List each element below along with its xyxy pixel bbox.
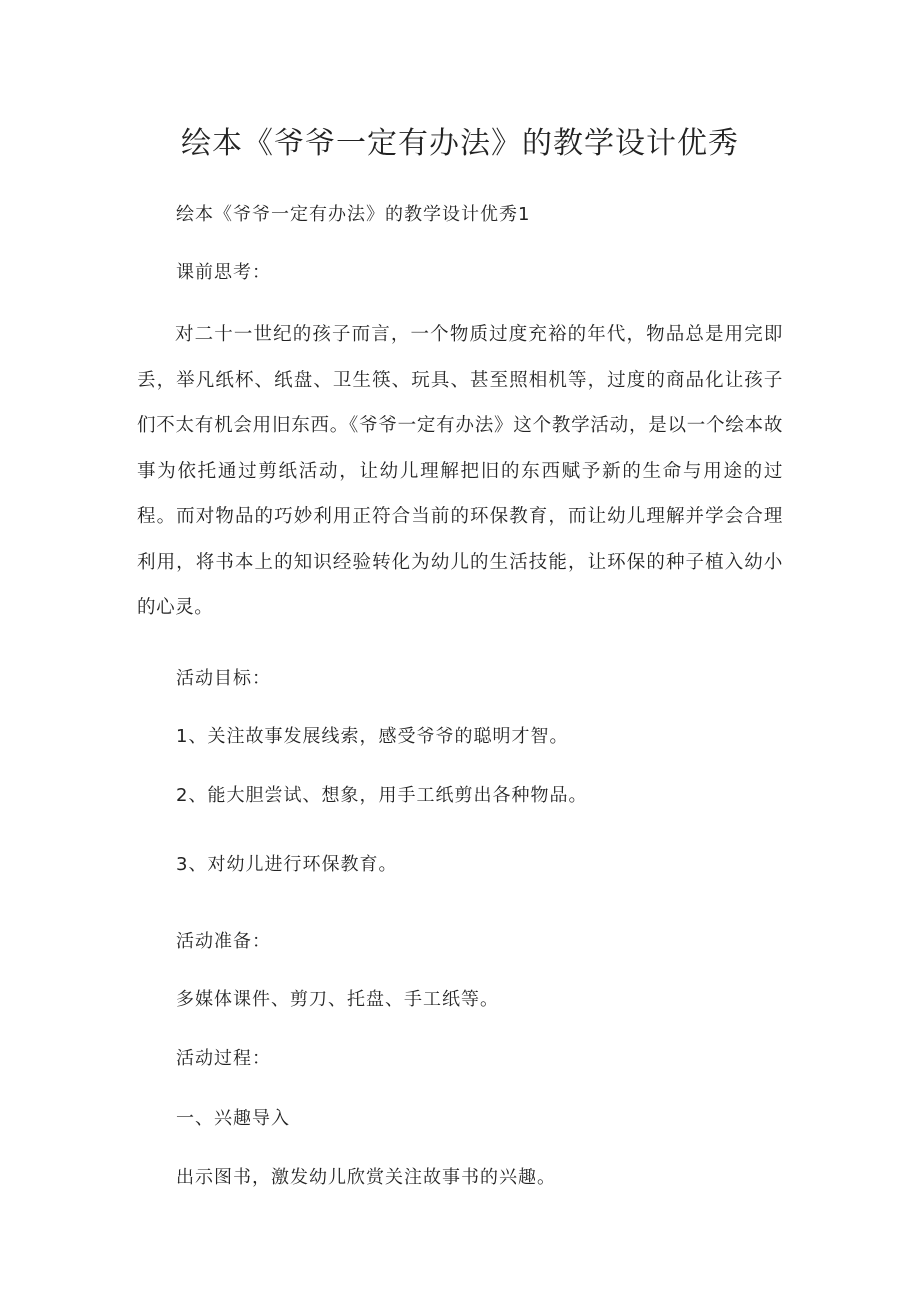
goal-item-3: 3、对幼儿进行环保教育。 [176,854,398,875]
section-heading-preparation: 活动准备： [176,931,271,952]
process-step-1-text: 出示图书，激发幼儿欣赏关注故事书的兴趣。 [176,1167,556,1188]
document-title: 绘本《爷爷一定有办法》的教学设计优秀 [181,126,739,161]
document-subtitle: 绘本《爷爷一定有办法》的教学设计优秀1 [176,204,531,225]
paragraph-pre-thinking: 对二十一世纪的孩子而言，一个物质过度充裕的年代，物品总是用完即丢，举凡纸杯、纸盘、卫生筷、玩具、甚至照相机等，过度的商品化让孩子们不太有机会用旧东西。《爷爷一定有办法》这个教学活动，是以一个绘本故事为依托通过剪纸活动，让幼儿理解把旧的东西赋予新的生命与用途的过程。而对物品的巧妙利用正符合当前的环保教育，而让幼儿理解并学会合理利用，将书本上的知识经验转化为幼儿的生活技能，让环保的种子植入幼小的心灵。 [137,324,783,618]
preparation-text: 多媒体课件、剪刀、托盘、手工纸等。 [176,989,499,1010]
section-heading-process: 活动过程： [176,1048,271,1069]
goal-item-2: 2、能大胆尝试、想象，用手工纸剪出各种物品。 [176,785,588,806]
section-heading-goals: 活动目标： [176,668,271,689]
process-step-1-heading: 一、兴趣导入 [176,1108,290,1129]
goal-item-1: 1、关注故事发展线索，感受爷爷的聪明才智。 [176,726,569,747]
section-heading-pre-thinking: 课前思考： [176,262,271,283]
